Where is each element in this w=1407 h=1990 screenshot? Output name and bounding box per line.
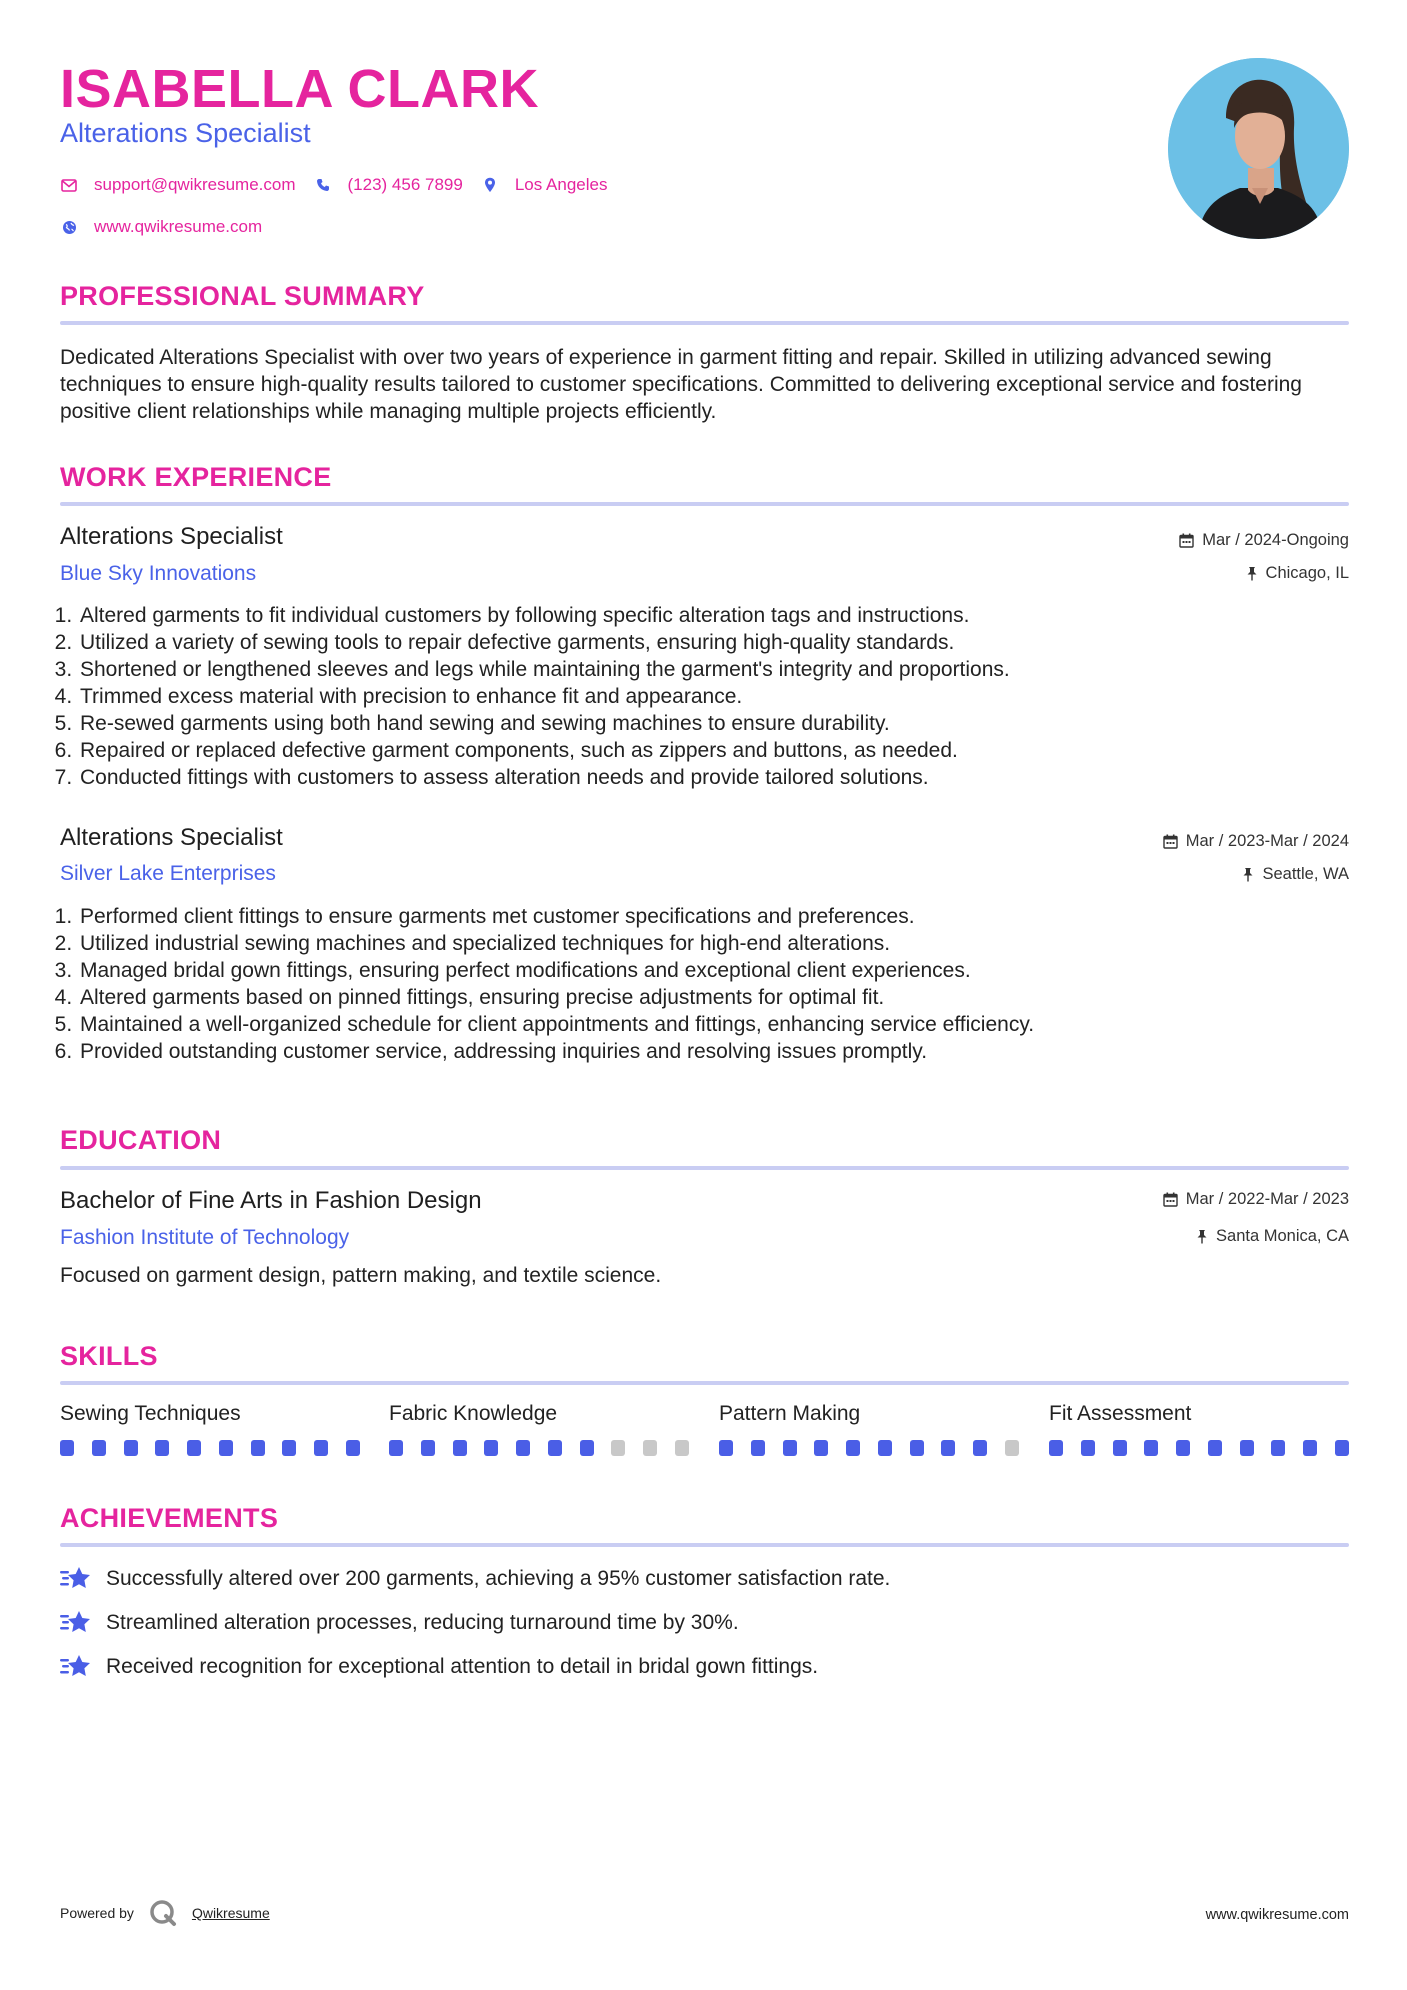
profile-photo xyxy=(1168,58,1349,239)
achievement-item xyxy=(60,1565,890,1593)
summary-heading: PROFESSIONAL SUMMARY xyxy=(60,281,425,311)
achievement-text: Received recognition for exceptional attention to detail in bridal gown fittings. xyxy=(106,1655,819,1678)
rating-dot-empty xyxy=(675,1440,689,1456)
section-divider xyxy=(60,502,1349,506)
education-dates xyxy=(1163,1190,1349,1209)
rating-dot-filled xyxy=(124,1440,138,1456)
website-row xyxy=(60,214,262,240)
achievement-text: Streamlined alteration processes, reducing turnaround time by 30%. xyxy=(106,1611,739,1634)
job-title: Alterations Specialist xyxy=(60,523,283,550)
list-item: 1. Performed client fittings to ensure garments met customer specifications and preferences. xyxy=(78,903,1368,930)
rating-dot-filled xyxy=(453,1440,467,1456)
rating-dot-filled xyxy=(1081,1440,1095,1456)
qwikresume-logo-icon xyxy=(148,1898,178,1928)
achievement-item xyxy=(60,1653,818,1681)
skill-item xyxy=(1049,1402,1349,1456)
skill-name: Pattern Making xyxy=(719,1402,861,1425)
job-dates-text: Mar / 2023-Mar / 2024 xyxy=(1185,832,1349,850)
list-item: 2. Utilized industrial sewing machines and specialized techniques for high-end alterations. xyxy=(78,930,1368,957)
rating-dot-filled xyxy=(846,1440,860,1456)
skill-rating xyxy=(719,1440,1019,1456)
pushpin-icon xyxy=(1246,566,1258,581)
job-title: Alterations Specialist xyxy=(60,824,283,851)
rating-dot-filled xyxy=(60,1440,74,1456)
rating-dot-filled xyxy=(516,1440,530,1456)
rating-dot-empty xyxy=(643,1440,657,1456)
achievements-heading: ACHIEVEMENTS xyxy=(60,1503,279,1533)
education-description: Focused on garment design, pattern making, and textile science. xyxy=(60,1264,662,1287)
rating-dot-filled xyxy=(1335,1440,1349,1456)
section-divider xyxy=(60,1381,1349,1385)
skill-rating xyxy=(389,1440,689,1456)
company-name: Silver Lake Enterprises xyxy=(60,862,276,885)
star-icon xyxy=(60,1565,92,1593)
rating-dot-filled xyxy=(314,1440,328,1456)
footer-website[interactable]: www.qwikresume.com xyxy=(1205,1907,1349,1923)
skill-item xyxy=(719,1402,1019,1456)
list-item: 5. Maintained a well-organized schedule for client appointments and fittings, enhancing service efficiency. xyxy=(78,1011,1368,1038)
experience-heading: WORK EXPERIENCE xyxy=(60,462,332,492)
list-item: 2. Utilized a variety of sewing tools to repair defective garments, ensuring high-quality standards. xyxy=(78,629,1368,656)
calendar-icon xyxy=(1163,1192,1178,1207)
rating-dot-filled xyxy=(421,1440,435,1456)
rating-dot-filled xyxy=(282,1440,296,1456)
job-dates xyxy=(1179,531,1349,550)
education-location-text: Santa Monica, CA xyxy=(1216,1227,1349,1245)
rating-dot-filled xyxy=(1113,1440,1127,1456)
rating-dot-filled xyxy=(251,1440,265,1456)
skill-name: Sewing Techniques xyxy=(60,1402,241,1425)
job-dates-text: Mar / 2024-Ongoing xyxy=(1202,531,1349,549)
education-dates-text: Mar / 2022-Mar / 2023 xyxy=(1185,1190,1349,1208)
rating-dot-empty xyxy=(611,1440,625,1456)
list-item: 4. Altered garments based on pinned fittings, ensuring precise adjustments for optimal fit. xyxy=(78,984,1368,1011)
star-icon xyxy=(60,1609,92,1637)
achievement-text: Successfully altered over 200 garments, achieving a 95% customer satisfaction rate. xyxy=(106,1567,891,1590)
rating-dot-filled xyxy=(92,1440,106,1456)
skill-name: Fit Assessment xyxy=(1049,1402,1192,1425)
skill-item xyxy=(60,1402,360,1456)
education-heading: EDUCATION xyxy=(60,1125,222,1155)
section-divider xyxy=(60,321,1349,325)
skill-name: Fabric Knowledge xyxy=(389,1402,558,1425)
pushpin-icon xyxy=(1196,1229,1208,1244)
powered-by-label: Powered by xyxy=(60,1905,134,1921)
calendar-icon xyxy=(1163,834,1178,849)
list-item: 6. Repaired or replaced defective garment components, such as zippers and buttons, as needed. xyxy=(78,737,1368,764)
rating-dot-filled xyxy=(187,1440,201,1456)
rating-dot-empty xyxy=(1005,1440,1019,1456)
contact-row xyxy=(60,172,607,198)
education-location xyxy=(1196,1227,1349,1246)
rating-dot-filled xyxy=(1144,1440,1158,1456)
rating-dot-filled xyxy=(941,1440,955,1456)
footer-branding xyxy=(60,1898,270,1928)
section-divider xyxy=(60,1543,1349,1547)
school-name: Fashion Institute of Technology xyxy=(60,1226,350,1249)
rating-dot-filled xyxy=(973,1440,987,1456)
list-item: 4. Trimmed excess material with precision to enhance fit and appearance. xyxy=(78,683,1368,710)
location-text: Los Angeles xyxy=(514,175,608,194)
phone-number[interactable]: (123) 456 7899 xyxy=(347,175,463,194)
rating-dot-filled xyxy=(484,1440,498,1456)
brand-link[interactable]: Qwikresume xyxy=(191,1905,270,1921)
skill-rating xyxy=(1049,1440,1349,1456)
rating-dot-filled xyxy=(548,1440,562,1456)
company-name: Blue Sky Innovations xyxy=(60,562,257,585)
globe-icon xyxy=(60,218,78,236)
list-item: 5. Re-sewed garments using both hand sewing and sewing machines to ensure durability. xyxy=(78,710,1368,737)
list-item: 3. Managed bridal gown fittings, ensuring perfect modifications and exceptional client experiences. xyxy=(78,957,1368,984)
rating-dot-filled xyxy=(219,1440,233,1456)
list-item: 6. Provided outstanding customer service, addressing inquiries and resolving issues promptly. xyxy=(78,1038,1368,1065)
rating-dot-filled xyxy=(783,1440,797,1456)
job-bullets xyxy=(60,602,1368,791)
rating-dot-filled xyxy=(878,1440,892,1456)
rating-dot-filled xyxy=(346,1440,360,1456)
section-divider xyxy=(60,1166,1349,1170)
star-icon xyxy=(60,1653,92,1681)
job-location-text: Seattle, WA xyxy=(1262,865,1349,883)
candidate-name: ISABELLA CLARK xyxy=(60,59,539,119)
rating-dot-filled xyxy=(1049,1440,1063,1456)
skill-item xyxy=(389,1402,689,1456)
job-location xyxy=(1246,564,1349,583)
job-dates xyxy=(1163,832,1349,851)
calendar-icon xyxy=(1179,533,1194,548)
rating-dot-filled xyxy=(155,1440,169,1456)
skills-heading: SKILLS xyxy=(60,1341,158,1371)
rating-dot-filled xyxy=(751,1440,765,1456)
rating-dot-filled xyxy=(389,1440,403,1456)
summary-text: Dedicated Alterations Specialist with over two years of experience in garment fitting and repair. Skilled in utilizing advanced sewing techniques to ensure high-quality results tailored to customer specifications. Committed to delivering exceptional service and fostering positive client relationships while managing multiple projects efficiently. xyxy=(60,346,1302,423)
skill-rating xyxy=(60,1440,360,1456)
rating-dot-filled xyxy=(814,1440,828,1456)
rating-dot-filled xyxy=(1240,1440,1254,1456)
rating-dot-filled xyxy=(580,1440,594,1456)
rating-dot-filled xyxy=(1176,1440,1190,1456)
degree-title: Bachelor of Fine Arts in Fashion Design xyxy=(60,1187,482,1214)
candidate-title: Alterations Specialist xyxy=(60,118,311,148)
list-item: 7. Conducted fittings with customers to assess alteration needs and provide tailored solutions. xyxy=(78,764,1368,791)
pushpin-icon xyxy=(1242,867,1254,882)
website-link[interactable]: www.qwikresume.com xyxy=(94,217,263,236)
rating-dot-filled xyxy=(910,1440,924,1456)
list-item: 1. Altered garments to fit individual customers by following specific alteration tags and instructions. xyxy=(78,602,1368,629)
rating-dot-filled xyxy=(719,1440,733,1456)
rating-dot-filled xyxy=(1208,1440,1222,1456)
envelope-icon xyxy=(60,176,78,194)
job-location xyxy=(1242,865,1349,884)
location-pin-icon xyxy=(481,176,499,194)
job-bullets xyxy=(60,903,1368,1065)
list-item: 3. Shortened or lengthened sleeves and legs while maintaining the garment's integrity and proportions. xyxy=(78,656,1368,683)
phone-icon xyxy=(314,176,332,194)
email-link[interactable]: support@qwikresume.com xyxy=(94,175,296,194)
job-location-text: Chicago, IL xyxy=(1265,564,1349,582)
achievement-item xyxy=(60,1609,739,1637)
rating-dot-filled xyxy=(1303,1440,1317,1456)
rating-dot-filled xyxy=(1271,1440,1285,1456)
